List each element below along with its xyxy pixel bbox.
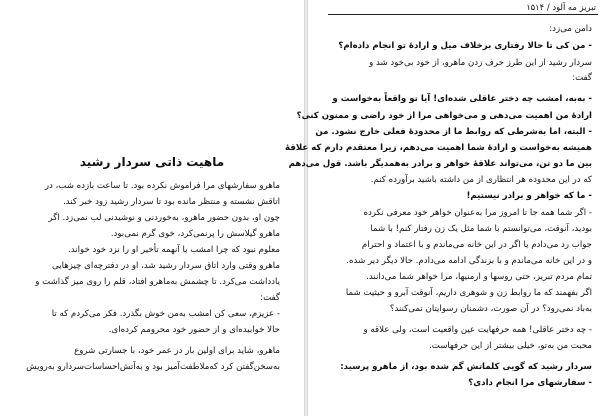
left-page [0,0,304,416]
running-header: تبریز مه آلود / ۱۵۱۴ [526,2,596,12]
body-line: - اگر شما همه جا تا امروز مرا به‌عنوان خواهر خود معرفی نکرده [363,208,592,218]
body-line: ارادهٔ من اهمیت می‌دهی و می‌خواهی مرا از خود راضی و ممنون کنی؟ [296,111,592,121]
header-rule [328,14,598,15]
body-line: ماهرو گیلاسش را پرنمی‌کرد، خوی گرم نمی‌بود. [110,229,280,239]
body-line: معلوم نبود که چرا امشب با آنهمه تأخیر او را نزد خود خواند. [68,245,280,255]
body-line: همیشه به‌خواست و ارادهٔ شما اهمیت می‌دهم، زیرا معتقدم دارم که علاقهٔ [284,143,592,153]
body-line: سردار رشید که گویی کلماتش گم شده بود، از ماهرو پرسید: [340,362,592,372]
body-line: محبت من به‌تو، خیلی بیشتر از این حرفهاست. [429,341,592,351]
body-line: - عزیزم، سعی کن امشب به‌من خوش بگذرد. فکر می‌کردم که تا [51,309,280,319]
body-line: گفت: [572,73,592,83]
body-line: بودید، آنوقت، می‌توانستم با شما مثل یک زن رفتار کنم! با شما [370,224,592,234]
body-line: اگر بفهمند که ما روابط زن و شوهری داریم، آنوقت آبرو و حیثیت شما [345,288,592,298]
body-line: اتاقش نشسته و منتظر مانده بود تا سردار رشید زود خبر کند. [63,197,280,207]
body-line: گفت: [260,293,280,303]
body-line: حالا خوابیده‌ای و از حضور خود محرومم کرده‌ای. [108,325,280,335]
body-line: - سفارشهای مرا انجام دادی؟ [468,378,592,388]
chapter-title: ماهیت ذاتی سردار رشید [79,155,225,169]
body-line: تمام مردم تبریز، حتی روسها و ارمنیها، مرا خواهر شما می‌دانند. [366,272,592,282]
body-line: که در این محدوده هر انتظاری از من داشته باشید برآورده کنم. [370,175,592,185]
body-line: دامن می‌زد: [549,24,592,34]
body-line: - ما که خواهر و برادر نیستیم! [466,191,592,201]
body-line: سردار رشید از این طرز حرف زدن ماهرو، از خود بی‌خود شد و [369,58,592,68]
body-line: - به‌به، امشب چه دختر عاقلی شده‌ای! آیا تو واقعاً به‌خواست و [332,94,592,104]
body-line: به‌سخن‌گفتن کرد که‌ملاطفت‌آمیز بود و به‌آتش‌احساسات‌سردارو به‌رویش [26,362,280,372]
body-line: - البته، اما به‌شرطی که روابط ما از محدودهٔ فعلی خارج نشود. من [315,127,592,137]
body-line: - چه دختر عاقلی! همه حرفهایت عین واقعیت است، ولی علاقه و [363,325,592,335]
body-line: و در این خانه می‌ماندم و با بزندگی ادامه می‌دادم. حالا دیگر دیر شده. [346,256,592,266]
right-page [284,0,612,416]
body-line: ماهرو سفارشهای مرا فراموش نکرده بود. تا ساعت بازده شب، در [44,181,280,191]
body-line: جواب رد می‌دادم یا اگر در این خانه می‌ماندم و با اعتماد و احترام [361,240,592,250]
body-line: چون او، بدون حضور ماهرو، به‌خوردنی و نوشیدنی لب نمی‌زد. اگر [48,213,280,223]
body-line: به‌باد نمی‌رود؟ در آن صورت، دشمنان رسوایتان نمی‌کنند؟ [389,304,592,314]
body-line: یادداشت می‌کرد. تا چشمش به‌ماهرو افتاد، قلم را روی میز گذاشت و [35,277,280,287]
body-line: ماهرو وقتی وارد اتاق سردار رشید شد، او در دفترچه‌ای چیزهایی [52,261,280,271]
body-line: بین ما دو تن، می‌تواند علاقهٔ خواهر و برادر به‌همدیگر باشد. قول می‌دهم [288,159,592,169]
body-line: ماهرو، شاید برای اولین بار در عمر خود، با جسارتی شروع [74,346,280,356]
body-line: - من کی تا حالا رفتاری برخلاف میل و ارادهٔ تو انجام داده‌ام؟ [338,41,592,51]
